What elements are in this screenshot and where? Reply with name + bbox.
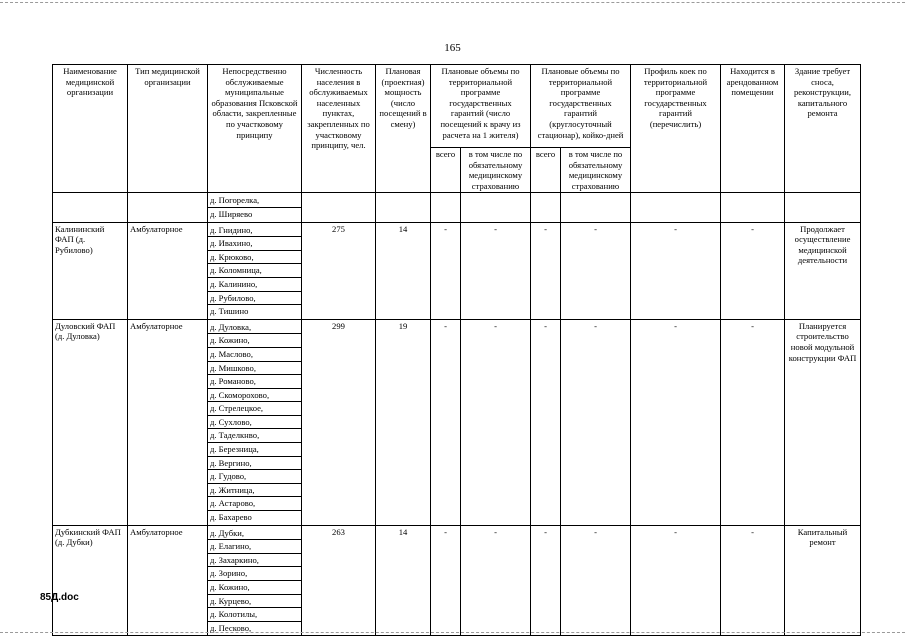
rented-cell: - [721, 319, 785, 525]
page-number: 165 [444, 42, 461, 54]
village-item: д. Рубилово, [208, 292, 301, 306]
village-list [208, 319, 302, 525]
capacity-cell: 14 [376, 525, 431, 636]
village-item: д. Астарово, [208, 497, 301, 511]
table-row [53, 525, 861, 636]
village-item: д. Песково, [210, 622, 252, 633]
village-list [208, 193, 302, 222]
col-capacity: Плановая (проектная) мощность (число посещений в смену) [376, 65, 431, 193]
village-item: д. Зорино, [208, 567, 301, 581]
col-served-settlements: Непосредственно обслуживаемые муниципальные образования Псковской области, закрепленные по участковому принципу [208, 65, 302, 193]
village-item: д. Бахарево [210, 512, 252, 523]
population-cell: 263 [302, 525, 376, 636]
org-type-cell: Амбулаторное [128, 319, 208, 525]
header-row-1 [53, 65, 861, 148]
col-population: Численность населения в обслуживаемых населенных пунктах, закрепленных по участковому принципу, чел. [302, 65, 376, 193]
table-row [53, 319, 861, 525]
col-rented: Находится в арендованном помещении [721, 65, 785, 193]
outpatient-oms-cell: - [461, 525, 531, 636]
capacity-cell: 14 [376, 222, 431, 319]
village-item: д. Калинино, [208, 278, 301, 292]
rented-cell: - [721, 222, 785, 319]
village-item: д. Дуловка, [208, 321, 301, 335]
bed-profile-cell: - [631, 222, 721, 319]
village-list [208, 525, 302, 636]
inpatient-total-cell: - [531, 525, 561, 636]
village-item: д. Погорелка, [208, 194, 301, 208]
village-item: д. Маслово, [208, 348, 301, 362]
facilities-table [52, 64, 861, 636]
inpatient-total-cell: - [531, 319, 561, 525]
table-row [53, 222, 861, 319]
inpatient-oms-cell: - [561, 319, 631, 525]
org-type-cell: Амбулаторное [128, 222, 208, 319]
building-cell: Капитальный ремонт [785, 525, 861, 636]
population-cell: 275 [302, 222, 376, 319]
top-scan-border [0, 2, 905, 3]
village-item: д. Коломница, [208, 264, 301, 278]
col-org-name: Наименование медицинской организации [53, 65, 128, 193]
village-item: д. Елагино, [208, 540, 301, 554]
bed-profile-cell: - [631, 319, 721, 525]
building-cell: Продолжает осуществление медицинской деятельности [785, 222, 861, 319]
col-inpatient-total: всего [531, 148, 561, 193]
village-item: д. Захаркино, [208, 554, 301, 568]
village-item: д. Колотилы, [208, 608, 301, 622]
village-item: д. Стрелецкое, [208, 402, 301, 416]
col-territorial-inpatient: Плановые объемы по территориальной программе государственных гарантий (круглосуточный стационар), койко-дней [531, 65, 631, 148]
village-item: д. Житница, [208, 484, 301, 498]
document-filename: 85Д.doc [40, 592, 79, 603]
org-name-cell: Дубкинский ФАП (д. Дубки) [53, 525, 128, 636]
village-item: д. Тишино [210, 306, 249, 317]
village-item: д. Курцево, [208, 595, 301, 609]
village-item: д. Мишково, [208, 362, 301, 376]
village-item: д. Березница, [208, 443, 301, 457]
col-outpatient-oms: в том числе по обязательному медицинскому страхованию [461, 148, 531, 193]
village-item: д. Дубки, [208, 527, 301, 541]
inpatient-oms-cell: - [561, 222, 631, 319]
village-item: д. Вергино, [208, 457, 301, 471]
village-item: д. Кожино, [208, 581, 301, 595]
org-name-cell: Дуловский ФАП (д. Дуловка) [53, 319, 128, 525]
outpatient-total-cell: - [431, 222, 461, 319]
population-cell: 299 [302, 319, 376, 525]
capacity-cell: 19 [376, 319, 431, 525]
village-item: д. Гнидино, [208, 224, 301, 238]
col-bed-profile: Профиль коек по территориальной программе государственных гарантий (перечислить) [631, 65, 721, 193]
village-item: д. Романово, [208, 375, 301, 389]
col-inpatient-oms: в том числе по обязательному медицинскому страхованию [561, 148, 631, 193]
village-item: д. Крюково, [208, 251, 301, 265]
village-item: д. Скоморохово, [208, 389, 301, 403]
col-territorial-outpatient: Плановые объемы по территориальной программе государственных гарантий (число посещений к врачу из расчета на 1 жителя) [431, 65, 531, 148]
col-org-type: Тип медицинской организации [128, 65, 208, 193]
village-item: д. Ивахино, [208, 237, 301, 251]
rented-cell: - [721, 525, 785, 636]
outpatient-oms-cell: - [461, 319, 531, 525]
village-item: д. Кожино, [208, 334, 301, 348]
org-name-cell: Калининский ФАП (д. Рубилово) [53, 222, 128, 319]
col-outpatient-total: всего [431, 148, 461, 193]
inpatient-total-cell: - [531, 222, 561, 319]
table-row-continuation [53, 193, 861, 222]
col-building: Здание требует сноса, реконструкции, капитального ремонта [785, 65, 861, 193]
village-item: д. Сухлово, [208, 416, 301, 430]
village-item: д. Ширяево [210, 208, 253, 219]
org-type-cell: Амбулаторное [128, 525, 208, 636]
outpatient-total-cell: - [431, 525, 461, 636]
bottom-scan-border [0, 632, 905, 633]
inpatient-oms-cell: - [561, 525, 631, 636]
bed-profile-cell: - [631, 525, 721, 636]
village-item: д. Гудово, [208, 470, 301, 484]
outpatient-total-cell: - [431, 319, 461, 525]
outpatient-oms-cell: - [461, 222, 531, 319]
village-list [208, 222, 302, 319]
building-cell: Планируется строительство новой модульной конструкции ФАП [785, 319, 861, 525]
village-item: д. Таделкнво, [208, 429, 301, 443]
